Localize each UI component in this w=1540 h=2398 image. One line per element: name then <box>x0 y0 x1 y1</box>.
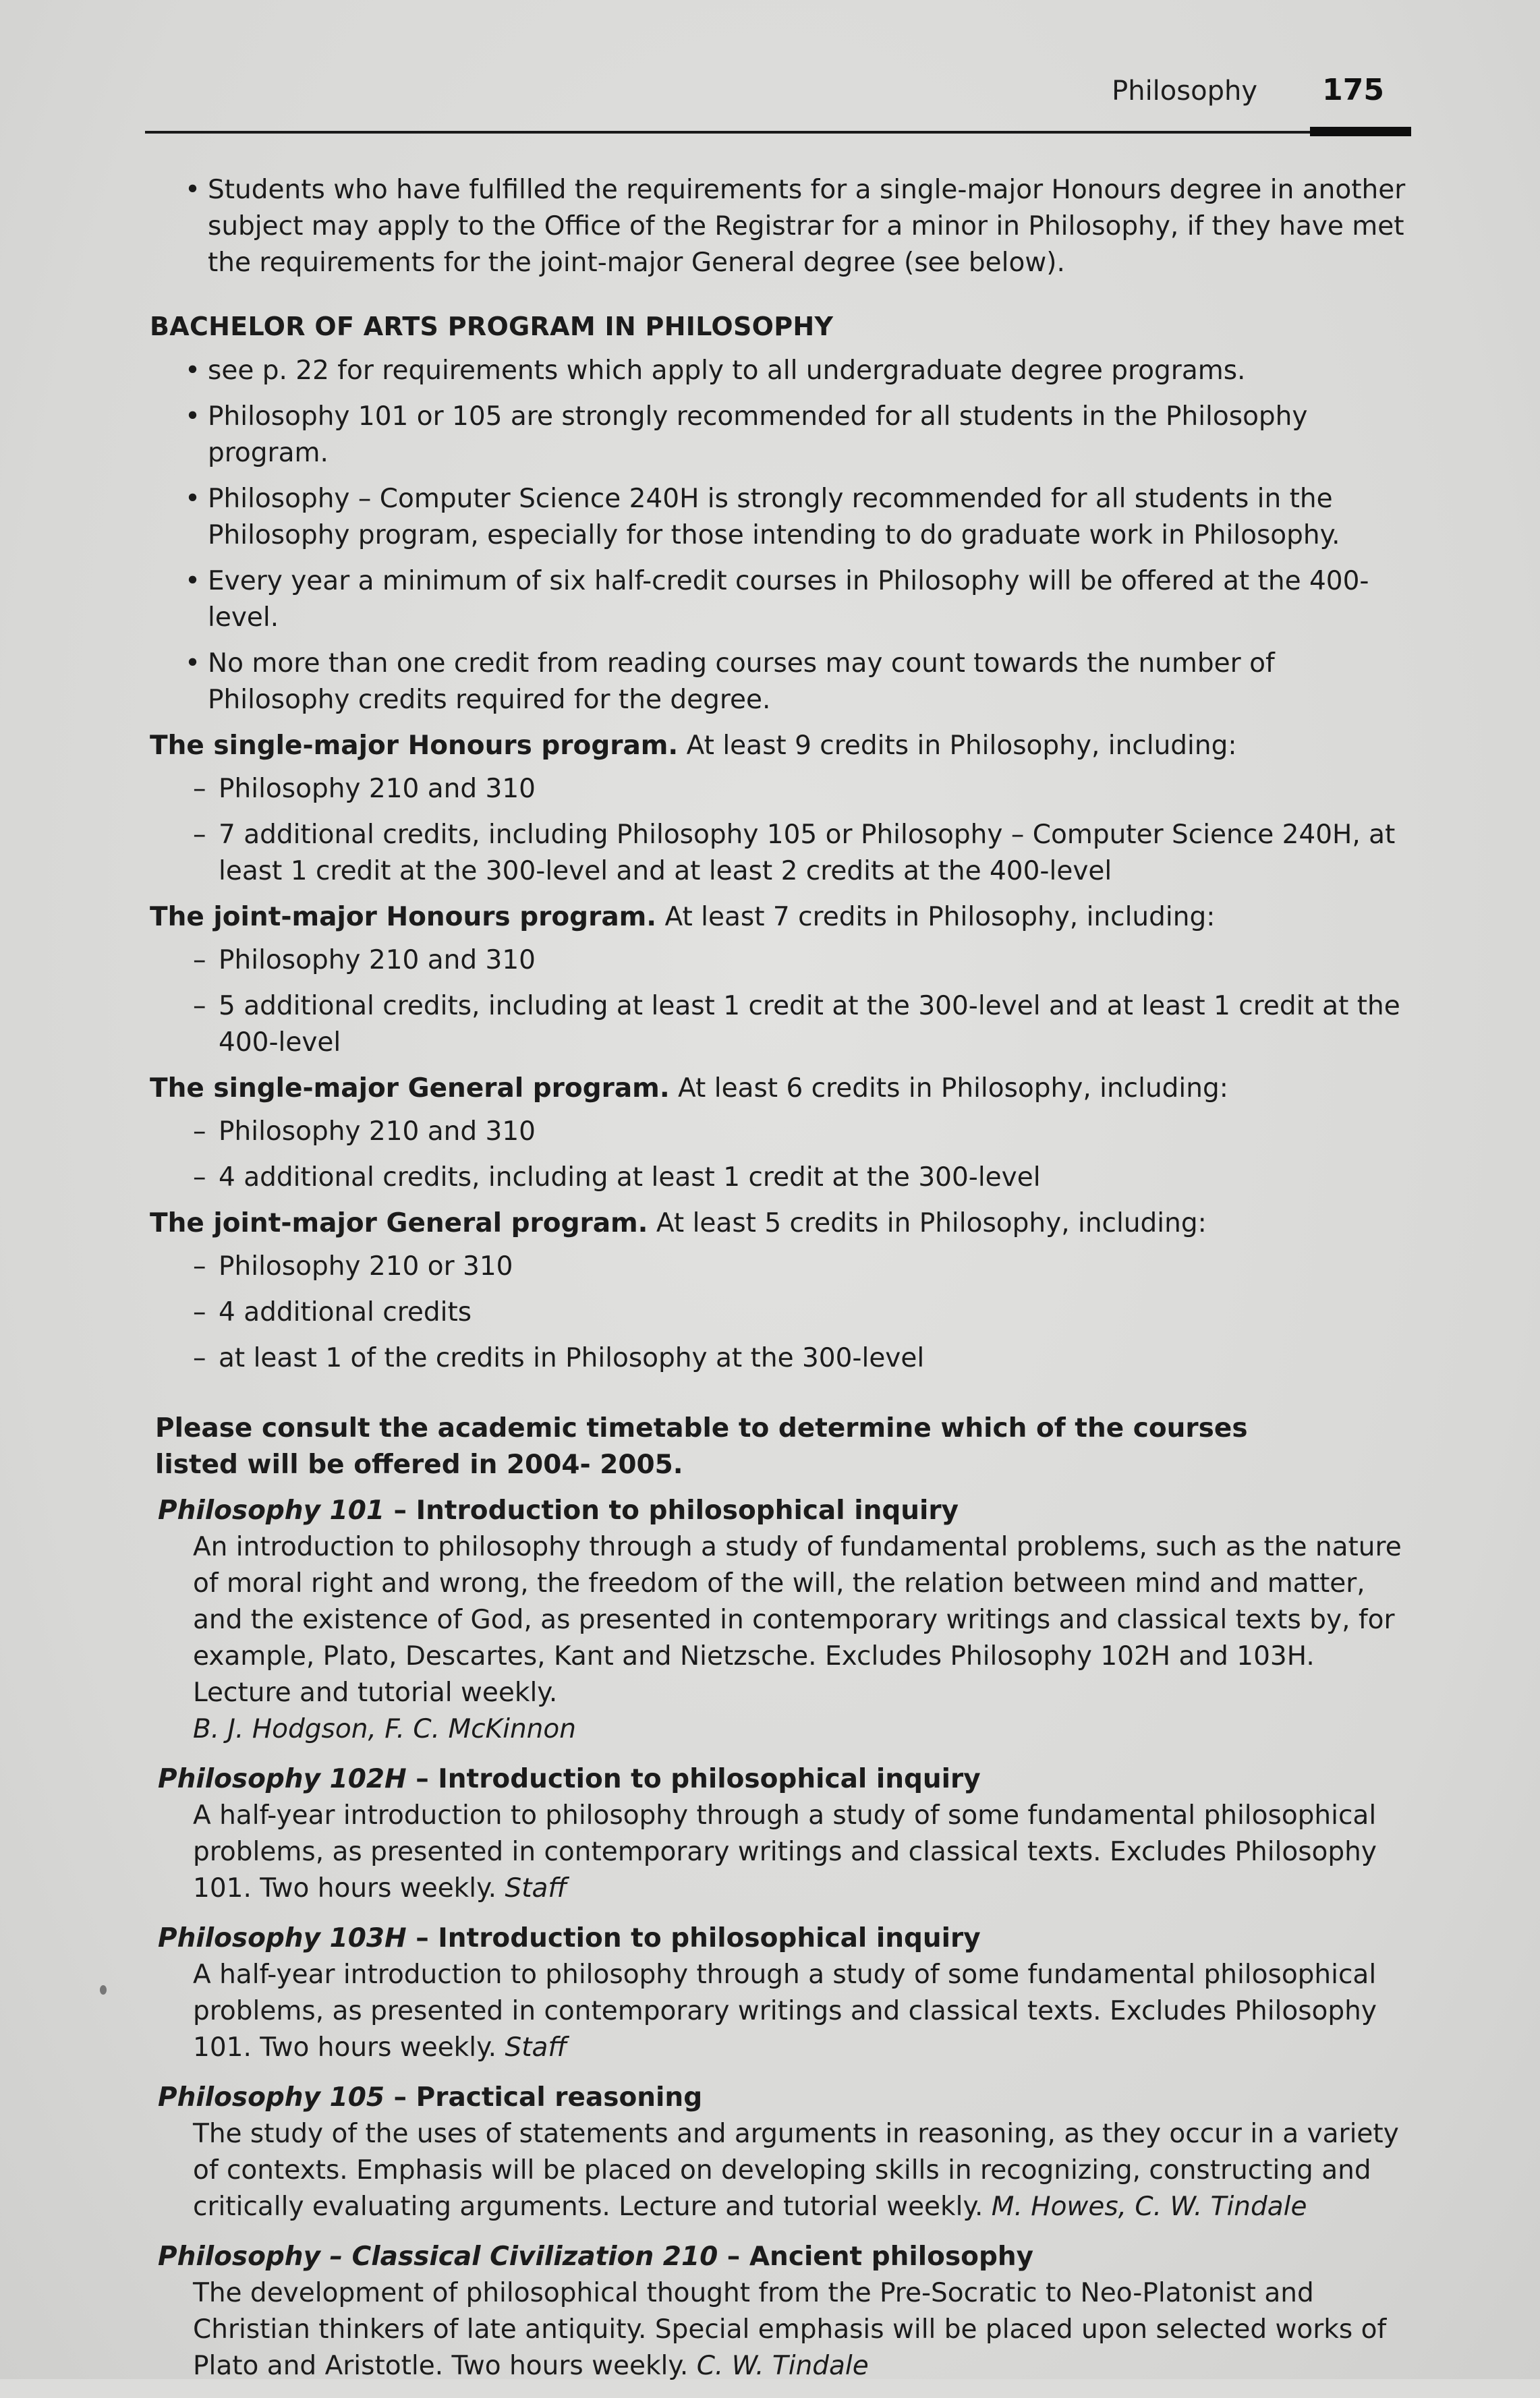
course-description: A half-year introduction to philosophy through a study of some fundamental philosophical problems, as presented in contemporary writings and classical texts. Excludes Philosophy 101. Two hours weekly. <box>193 1960 1377 2063</box>
header-rule <box>145 131 1411 134</box>
course-separator: – <box>406 1923 438 1953</box>
course-code: Philosophy – Classical Civilization 210 <box>158 2242 718 2272</box>
header-bar <box>1310 127 1411 136</box>
course-instructors: Staff <box>505 2032 567 2063</box>
course-title: Ancient philosophy <box>749 2242 1034 2272</box>
course-description: The development of philosophical thought from the Pre-Socratic to Neo-Platonist and Christian thinkers of late antiquity. Special emphasis will be placed upon selected works of Plato and Aristotle. Two hours weekly. <box>193 2278 1387 2381</box>
program-item: – Philosophy 210 and 310 <box>150 771 1410 807</box>
course-instructors: Staff <box>505 1873 567 1904</box>
course-description-block <box>158 1957 1410 2066</box>
timetable-notice: Please consult the academic timetable to determine which of the courses listed will be offered in 2004- 2005. <box>155 1413 1248 1480</box>
margin-mark <box>100 1985 107 1995</box>
course-instructors: C. W. Tindale <box>696 2351 869 2381</box>
program-item: – 4 additional credits, including at least 1 credit at the 300-level <box>150 1160 1410 1196</box>
course-heading <box>158 2239 1410 2275</box>
program-item: – Philosophy 210 and 310 <box>150 942 1410 979</box>
course-title: Practical reasoning <box>416 2082 703 2113</box>
page-header <box>145 73 1411 136</box>
course-instructors: B. J. Hodgson, F. C. McKinnon <box>193 1714 576 1744</box>
ba-bullet: • No more than one credit from reading courses may count towards the number of Philosophy credits required for the degree. <box>150 646 1410 718</box>
course-code: Philosophy 101 <box>158 1495 384 1526</box>
program-requirement: At least 7 credits in Philosophy, including: <box>664 902 1216 932</box>
program-requirement: At least 5 credits in Philosophy, including: <box>656 1208 1207 1238</box>
course-entry <box>158 2080 1410 2225</box>
course-entry <box>158 1493 1410 1748</box>
program-item: – 7 additional credits, including Philosophy 105 or Philosophy – Computer Science 240H, at least 1 credit at the 300-level and at least 2 credits at the 400-level <box>150 817 1410 890</box>
program-item: – 4 additional credits <box>150 1294 1410 1331</box>
page-body <box>150 172 1410 2398</box>
program-block <box>150 1070 1410 1107</box>
course-title: Introduction to philosophical inquiry <box>438 1923 981 1953</box>
course-separator: – <box>406 1764 438 1794</box>
course-code: Philosophy 103H <box>158 1923 407 1953</box>
course-heading <box>158 1493 1410 1529</box>
course-separator: – <box>384 2082 416 2113</box>
course-entry <box>158 1920 1410 2066</box>
program-item: – Philosophy 210 and 310 <box>150 1114 1410 1150</box>
program-item: – Philosophy 210 or 310 <box>150 1249 1410 1285</box>
course-description-block <box>158 2275 1410 2385</box>
course-description: The study of the uses of statements and arguments in reasoning, as they occur in a variety of contexts. Emphasis will be placed on developing skills in recognizing, constructing and critically evaluating arguments. Lecture and tutorial weekly. <box>193 2119 1399 2222</box>
ba-bullet: • see p. 22 for requirements which apply to all undergraduate degree programs. <box>150 353 1410 389</box>
program-block <box>150 728 1410 764</box>
program-title: The single-major General program. <box>150 1073 670 1104</box>
program-block <box>150 1205 1410 1242</box>
ba-bullet: • Philosophy 101 or 105 are strongly recommended for all students in the Philosophy program. <box>150 399 1410 472</box>
course-description-block <box>158 2116 1410 2225</box>
course-heading <box>158 1920 1410 1957</box>
course-code: Philosophy 105 <box>158 2082 384 2113</box>
course-entry <box>158 2239 1410 2385</box>
program-requirement: At least 9 credits in Philosophy, including: <box>686 731 1237 761</box>
section-heading: BACHELOR OF ARTS PROGRAM IN PHILOSOPHY <box>150 312 834 341</box>
course-heading <box>158 1761 1410 1798</box>
course-instructors: M. Howes, C. W. Tindale <box>991 2192 1307 2222</box>
course-description-block <box>158 1529 1410 1748</box>
intro-bullet: • Students who have fulfilled the requirements for a single-major Honours degree in another subject may apply to the Office of the Registrar for a minor in Philosophy, if they have met the requirements for the joint-major General degree (see below). <box>150 172 1410 281</box>
program-title: The joint-major Honours program. <box>150 902 657 932</box>
program-block <box>150 899 1410 936</box>
course-title: Introduction to philosophical inquiry <box>438 1764 981 1794</box>
course-separator: – <box>718 2242 749 2272</box>
program-requirement: At least 6 credits in Philosophy, including: <box>678 1073 1228 1104</box>
page-number: 175 <box>1322 73 1384 107</box>
course-heading <box>158 2080 1410 2116</box>
program-title: The joint-major General program. <box>150 1208 648 1238</box>
program-item: – 5 additional credits, including at least 1 credit at the 300-level and at least 1 credit at the 400-level <box>150 988 1410 1061</box>
course-code: Philosophy 102H <box>158 1764 407 1794</box>
course-description-block <box>158 1798 1410 1907</box>
ba-bullet: • Philosophy – Computer Science 240H is strongly recommended for all students in the Philosophy program, especially for those intending to do graduate work in Philosophy. <box>150 481 1410 554</box>
course-separator: – <box>384 1495 416 1526</box>
course-description: An introduction to philosophy through a study of fundamental problems, such as the nature of moral right and wrong, the freedom of the will, the relation between mind and matter, and the existence of God, as presented in contemporary writings and classical texts by, for example, Plato, Descartes, Kant and Nietzsche. Excludes Philosophy 102H and 103H. Lecture and tutorial weekly. <box>193 1532 1402 1708</box>
course-title: Introduction to philosophical inquiry <box>416 1495 959 1526</box>
program-item: – at least 1 of the credits in Philosophy at the 300-level <box>150 1340 1410 1377</box>
program-title: The single-major Honours program. <box>150 731 679 761</box>
course-entry <box>158 1761 1410 1907</box>
course-description: A half-year introduction to philosophy through a study of some fundamental philosophical problems, as presented in contemporary writings and classical texts. Excludes Philosophy 101. Two hours weekly. <box>193 1800 1377 1904</box>
running-head: Philosophy <box>1112 76 1257 107</box>
ba-bullet: • Every year a minimum of six half-credit courses in Philosophy will be offered at the 400-level. <box>150 563 1410 636</box>
